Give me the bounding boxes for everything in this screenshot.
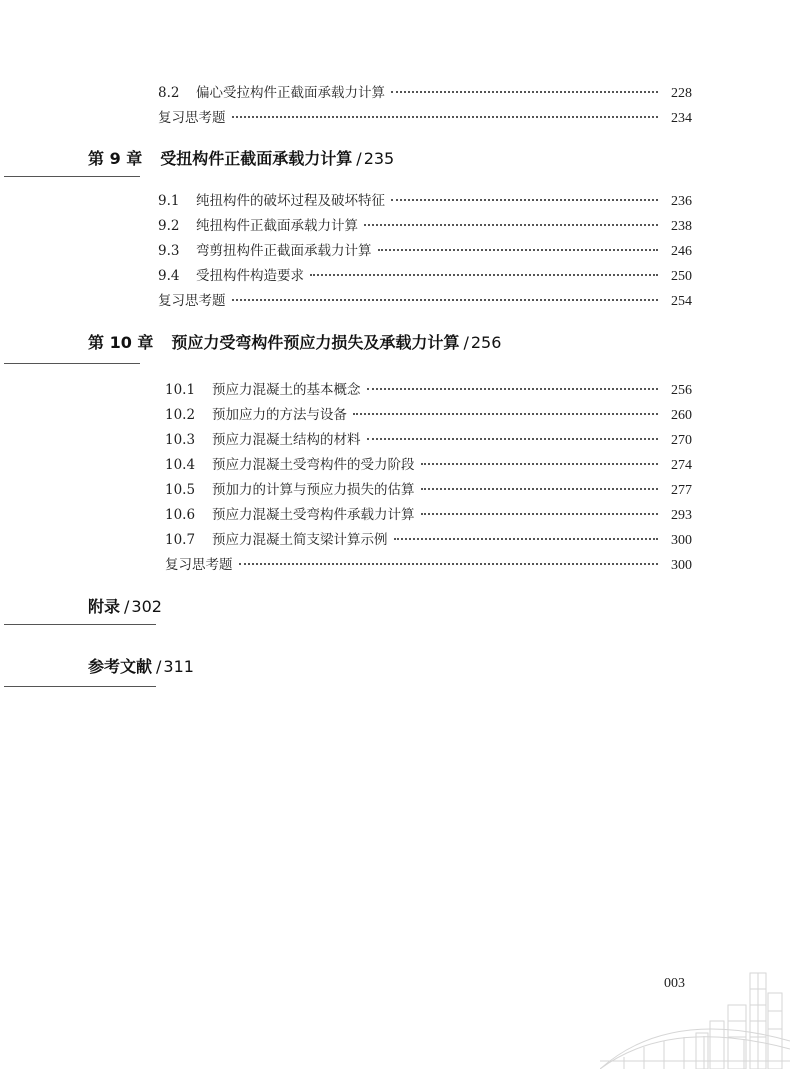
chapter-page: 256: [470, 333, 502, 352]
page-number: 228: [671, 86, 692, 101]
section-title: 偏心受拉构件正截面承载力计算: [196, 85, 385, 101]
chapter-rule: [4, 363, 140, 364]
chapter-title: 受扭构件正截面承载力计算: [160, 149, 353, 168]
section-title: 预应力混凝土的基本概念: [212, 382, 361, 398]
section-number: 10.4: [165, 457, 196, 473]
section-title: 复习思考题: [158, 110, 226, 126]
leader-dots: [364, 223, 658, 226]
section-number: 9.3: [158, 243, 180, 259]
page-number: 256: [671, 383, 692, 398]
page-number: 254: [671, 294, 692, 309]
section-title: 预应力混凝土结构的材料: [212, 432, 361, 448]
chapter-heading-9[interactable]: [88, 146, 394, 172]
section-number: 9.4: [158, 268, 180, 284]
section-number: 9.1: [158, 193, 180, 209]
appendix-rule: [4, 624, 156, 625]
leader-dots: [239, 562, 659, 565]
section-number: 10.2: [165, 407, 196, 423]
page-number: 277: [671, 483, 692, 498]
page-number: 234: [671, 111, 692, 126]
toc-entry-10-3[interactable]: [0, 429, 790, 451]
section-title: 弯剪扭构件正截面承载力计算: [196, 243, 372, 259]
toc-entry-9-2[interactable]: [0, 215, 790, 237]
toc-entry-10-6[interactable]: [0, 504, 790, 526]
appendix-page: 302: [131, 597, 162, 616]
section-title: 预应力混凝土简支梁计算示例: [212, 532, 388, 548]
toc-entry-8-2[interactable]: [0, 82, 790, 104]
page-folio: 003: [664, 976, 685, 991]
section-title: 受扭构件构造要求: [196, 268, 304, 284]
references-heading[interactable]: [88, 654, 194, 680]
chapter-label: 第 9 章: [88, 149, 143, 168]
references-rule: [4, 686, 156, 687]
section-number: 9.2: [158, 218, 180, 234]
toc-entry-10-7[interactable]: [0, 529, 790, 551]
page-number: 260: [671, 408, 692, 423]
section-title: 复习思考题: [165, 557, 233, 573]
chapter-page: 235: [363, 149, 395, 168]
section-number: 10.1: [165, 382, 196, 398]
chapter-heading-10[interactable]: [88, 330, 501, 356]
leader-dots: [232, 298, 659, 301]
leader-dots: [367, 387, 659, 390]
leader-dots: [421, 462, 659, 465]
section-title: 复习思考题: [158, 293, 226, 309]
page-separator: /: [463, 333, 469, 352]
section-title: 预加应力的方法与设备: [212, 407, 347, 423]
toc-entry-ch8-review[interactable]: [0, 107, 790, 129]
section-title: 纯扭构件的破坏过程及破坏特征: [196, 193, 385, 209]
section-number: 10.7: [165, 532, 196, 548]
section-number: 8.2: [158, 85, 180, 101]
page-separator: /: [156, 657, 162, 676]
toc-entry-9-4[interactable]: [0, 265, 790, 287]
page-number: 250: [671, 269, 692, 284]
toc-entry-9-3[interactable]: [0, 240, 790, 262]
toc-entry-10-2[interactable]: [0, 404, 790, 426]
page-separator: /: [124, 597, 130, 616]
leader-dots: [353, 412, 658, 415]
city-skyline-bridge-watermark-icon: [600, 959, 790, 1069]
references-page: 311: [163, 657, 194, 676]
toc-entry-ch10-review[interactable]: [0, 554, 790, 576]
leader-dots: [421, 487, 659, 490]
section-number: 10.5: [165, 482, 196, 498]
page-number: 300: [671, 558, 692, 573]
toc-entry-10-1[interactable]: [0, 379, 790, 401]
toc-entry-10-5[interactable]: [0, 479, 790, 501]
section-title: 预加力的计算与预应力损失的估算: [212, 482, 415, 498]
page-number: 238: [671, 219, 692, 234]
leader-dots: [232, 115, 659, 118]
appendix-title: 附录: [88, 597, 121, 616]
page-number: 293: [671, 508, 692, 523]
page-number: 300: [671, 533, 692, 548]
section-number: 10.6: [165, 507, 196, 523]
page-number: 246: [671, 244, 692, 259]
leader-dots: [378, 248, 659, 251]
references-title: 参考文献: [88, 657, 153, 676]
toc-entry-ch9-review[interactable]: [0, 290, 790, 312]
leader-dots: [394, 537, 659, 540]
section-title: 纯扭构件正截面承载力计算: [196, 218, 358, 234]
section-title: 预应力混凝土受弯构件的受力阶段: [212, 457, 415, 473]
chapter-title: 预应力受弯构件预应力损失及承载力计算: [171, 333, 460, 352]
appendix-heading[interactable]: [88, 594, 162, 620]
page-number: 270: [671, 433, 692, 448]
chapter-label: 第 10 章: [88, 333, 154, 352]
toc-entry-9-1[interactable]: [0, 190, 790, 212]
leader-dots: [421, 512, 659, 515]
leader-dots: [310, 273, 658, 276]
leader-dots: [391, 198, 658, 201]
page-number: 274: [671, 458, 692, 473]
leader-dots: [391, 90, 658, 93]
section-number: 10.3: [165, 432, 196, 448]
page-separator: /: [356, 149, 362, 168]
toc-entry-10-4[interactable]: [0, 454, 790, 476]
page-number: 236: [671, 194, 692, 209]
chapter-rule: [4, 176, 140, 177]
section-title: 预应力混凝土受弯构件承载力计算: [212, 507, 415, 523]
leader-dots: [367, 437, 659, 440]
